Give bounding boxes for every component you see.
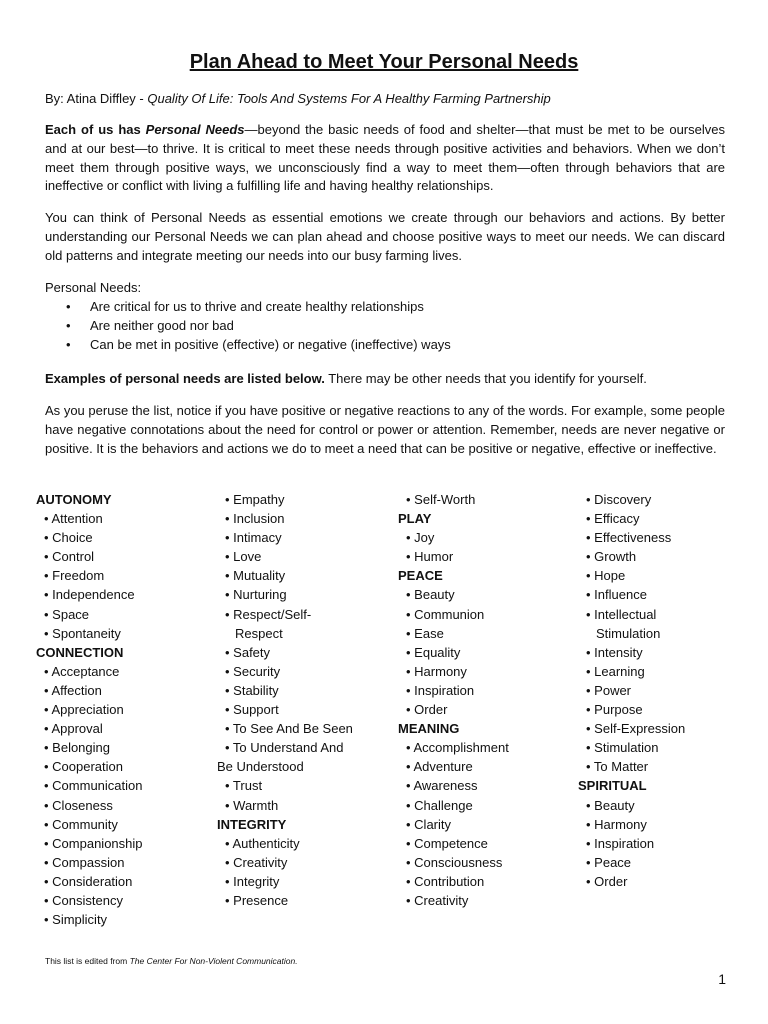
needs-list-item: • Affection (44, 682, 102, 698)
needs-list-item: • Contribution (406, 873, 485, 889)
needs-list-item: • Respect/Self- (225, 606, 312, 622)
needs-list-item: • Intimacy (225, 530, 282, 546)
page-title-text: Plan Ahead to Meet Your Personal Needs (189, 51, 579, 73)
needs-list-item: • Safety (225, 644, 271, 660)
needs-list-item: • Creativity (225, 854, 288, 870)
paragraph-2: You can think of Personal Needs as essential emotions we create through our behaviors and actions. By better understanding our Personal Needs we can plan ahead and choose positive ways to meet our needs. We can discard old patterns and integrate meeting our needs into our busy farming lives. (45, 210, 725, 263)
needs-category-heading: PEACE (398, 568, 443, 584)
needs-list-item: • Consideration (44, 873, 133, 889)
needs-list-item: • Empathy (225, 492, 285, 507)
needs-list-item: • Simplicity (44, 912, 108, 928)
needs-list-item: • Joy (406, 530, 435, 546)
needs-category-heading: PLAY (398, 511, 432, 527)
needs-list-item: • Power (586, 682, 632, 698)
needs-list-item: • Humor (406, 549, 454, 565)
needs-list-item: • Order (406, 702, 448, 718)
needs-list-item: • Space (44, 606, 90, 622)
needs-column-2 (217, 490, 392, 910)
needs-list-item: • Attention (44, 511, 103, 527)
intro-rest: —beyond the basic needs of food and shelter—that must be met to be ourselves and at our best—to thrive. It is critical to meet these needs through positive activities and behaviors. When we don’t meet them through positive ways, we unconsciously find a way to meet them—often through behaviors that are ineffective or conflict with living a fulfilling life and having healthy relationships. (45, 122, 725, 194)
needs-list-item: • Closeness (44, 797, 113, 813)
personal-needs-bullet: • Can be met in positive (effective) or negative (ineffective) ways (66, 335, 451, 354)
byline-author: By: Atina Diffley - (45, 91, 148, 106)
needs-list-item: • Influence (586, 587, 647, 603)
needs-list-item: • Freedom (44, 568, 105, 584)
examples-rest: There may be other needs that you identify for yourself. (324, 371, 647, 386)
needs-list-item: Stimulation (596, 625, 661, 641)
needs-list-item: • Love (225, 549, 262, 565)
needs-list-item: Respect (235, 625, 283, 641)
needs-list-item: • Security (225, 663, 281, 679)
needs-list-item: • Inspiration (406, 682, 475, 698)
intro-paragraph (45, 121, 725, 196)
needs-list-item: • Harmony (586, 816, 647, 832)
page-number: 1 (718, 971, 726, 987)
byline (45, 90, 735, 108)
needs-list-item: • Authenticity (225, 835, 300, 851)
needs-list-item: • Harmony (406, 663, 467, 679)
personal-needs-bullet: • Are neither good nor bad (66, 316, 451, 335)
needs-list-item: • Spontaneity (44, 625, 121, 641)
needs-list-item: • Self-Expression (586, 721, 686, 737)
needs-category-heading: INTEGRITY (217, 816, 287, 832)
needs-list-item: • Growth (586, 549, 637, 565)
needs-category-heading: CONNECTION (36, 644, 124, 660)
intro-lead (45, 122, 245, 137)
needs-list-item: • Mutuality (225, 568, 286, 584)
needs-category-heading: MEANING (398, 721, 460, 737)
needs-list-item: • Adventure (406, 759, 473, 775)
needs-list-item: • Community (44, 816, 118, 832)
personal-needs-list (66, 297, 451, 355)
needs-list-item: • Trust (225, 778, 263, 794)
needs-list-item: • To Matter (586, 759, 649, 775)
needs-list-item: • Competence (406, 835, 488, 851)
needs-list-item: • Effectiveness (586, 530, 672, 546)
needs-list-item: • Belonging (44, 740, 110, 756)
needs-list-item: • Challenge (406, 797, 473, 813)
needs-list-item: • Independence (44, 587, 135, 603)
needs-list-item: • Communication (44, 778, 143, 794)
needs-list-item: • Beauty (586, 797, 635, 813)
needs-list-item: • Nurturing (225, 587, 287, 603)
needs-column-3 (398, 490, 573, 910)
needs-list-item: • Consistency (44, 892, 123, 908)
needs-list-item: • Integrity (225, 873, 280, 889)
needs-list-item: • Efficacy (586, 511, 640, 527)
needs-column-1 (36, 490, 216, 929)
footnote (45, 955, 298, 967)
intro-emphasis: Personal Needs (145, 122, 245, 137)
byline-source: Quality Of Life: Tools And Systems For A Healthy Farming Partnership (147, 91, 551, 106)
needs-list-item: • Ease (406, 625, 444, 641)
needs-list-item: • Self-Worth (406, 492, 476, 507)
needs-list-item: • Stimulation (586, 740, 659, 756)
needs-list-item: • Clarity (406, 816, 451, 832)
needs-list-item: • Peace (586, 854, 632, 870)
needs-list-item: • Presence (225, 892, 289, 908)
needs-list-item: • Learning (586, 663, 645, 679)
personal-needs-bullet: • Are critical for us to thrive and create healthy relationships (66, 297, 451, 316)
needs-list-item: • Awareness (406, 778, 478, 794)
needs-category-heading: AUTONOMY (36, 492, 112, 507)
needs-list-item: • Inclusion (225, 511, 285, 527)
footnote-prefix: This list is edited from (45, 956, 130, 966)
needs-list-item: • Beauty (406, 587, 455, 603)
needs-list-item: • Communion (406, 606, 485, 622)
paragraph-4: As you peruse the list, notice if you have positive or negative reactions to any of the words. For example, some people have negative connotations about the need for control or power or attention. Remember, needs are never negative or positive. It is the behaviors and actions we do to meet a need that can be positive or negative, effective or ineffective. (45, 403, 725, 456)
needs-list-item: • To Understand And (225, 740, 344, 756)
needs-list-item: • Approval (44, 721, 103, 737)
footnote-source: The Center For Non-Violent Communication. (129, 956, 298, 966)
needs-list-item: • Choice (44, 530, 93, 546)
needs-list-item: Be Understood (217, 759, 304, 775)
needs-column-4 (578, 490, 753, 891)
needs-list-item: • Intensity (586, 644, 643, 660)
examples-paragraph (45, 370, 725, 389)
needs-list-item: • Compassion (44, 854, 125, 870)
needs-category-heading: SPIRITUAL (578, 778, 647, 794)
needs-list-item: • Acceptance (44, 663, 120, 679)
page-title (0, 50, 768, 74)
needs-list-item: • Order (586, 873, 628, 889)
needs-list-item: • Discovery (586, 492, 652, 507)
needs-list-item: • Purpose (586, 702, 643, 718)
needs-list-item: • Companionship (44, 835, 143, 851)
needs-list-item: • Inspiration (586, 835, 655, 851)
needs-list-item: • Intellectual (586, 606, 657, 622)
needs-list-item: • Cooperation (44, 759, 123, 775)
needs-list-item: • Appreciation (44, 702, 124, 718)
needs-list-item: • Creativity (406, 892, 469, 908)
needs-list-item: • Warmth (225, 797, 279, 813)
needs-list-item: • Consciousness (406, 854, 503, 870)
needs-list-item: • Accomplishment (406, 740, 509, 756)
needs-list-item: • Equality (406, 644, 461, 660)
intro-lead-text: Each of us has (45, 122, 146, 137)
personal-needs-label: Personal Needs: (45, 280, 142, 295)
needs-list-item: • Control (44, 549, 95, 565)
needs-list-item: • Hope (586, 568, 626, 584)
needs-list-item: • Support (225, 702, 279, 718)
examples-bold: Examples of personal needs are listed below. (45, 371, 325, 386)
needs-list-item: • Stability (225, 682, 279, 698)
needs-list-item: • To See And Be Seen (225, 721, 353, 737)
